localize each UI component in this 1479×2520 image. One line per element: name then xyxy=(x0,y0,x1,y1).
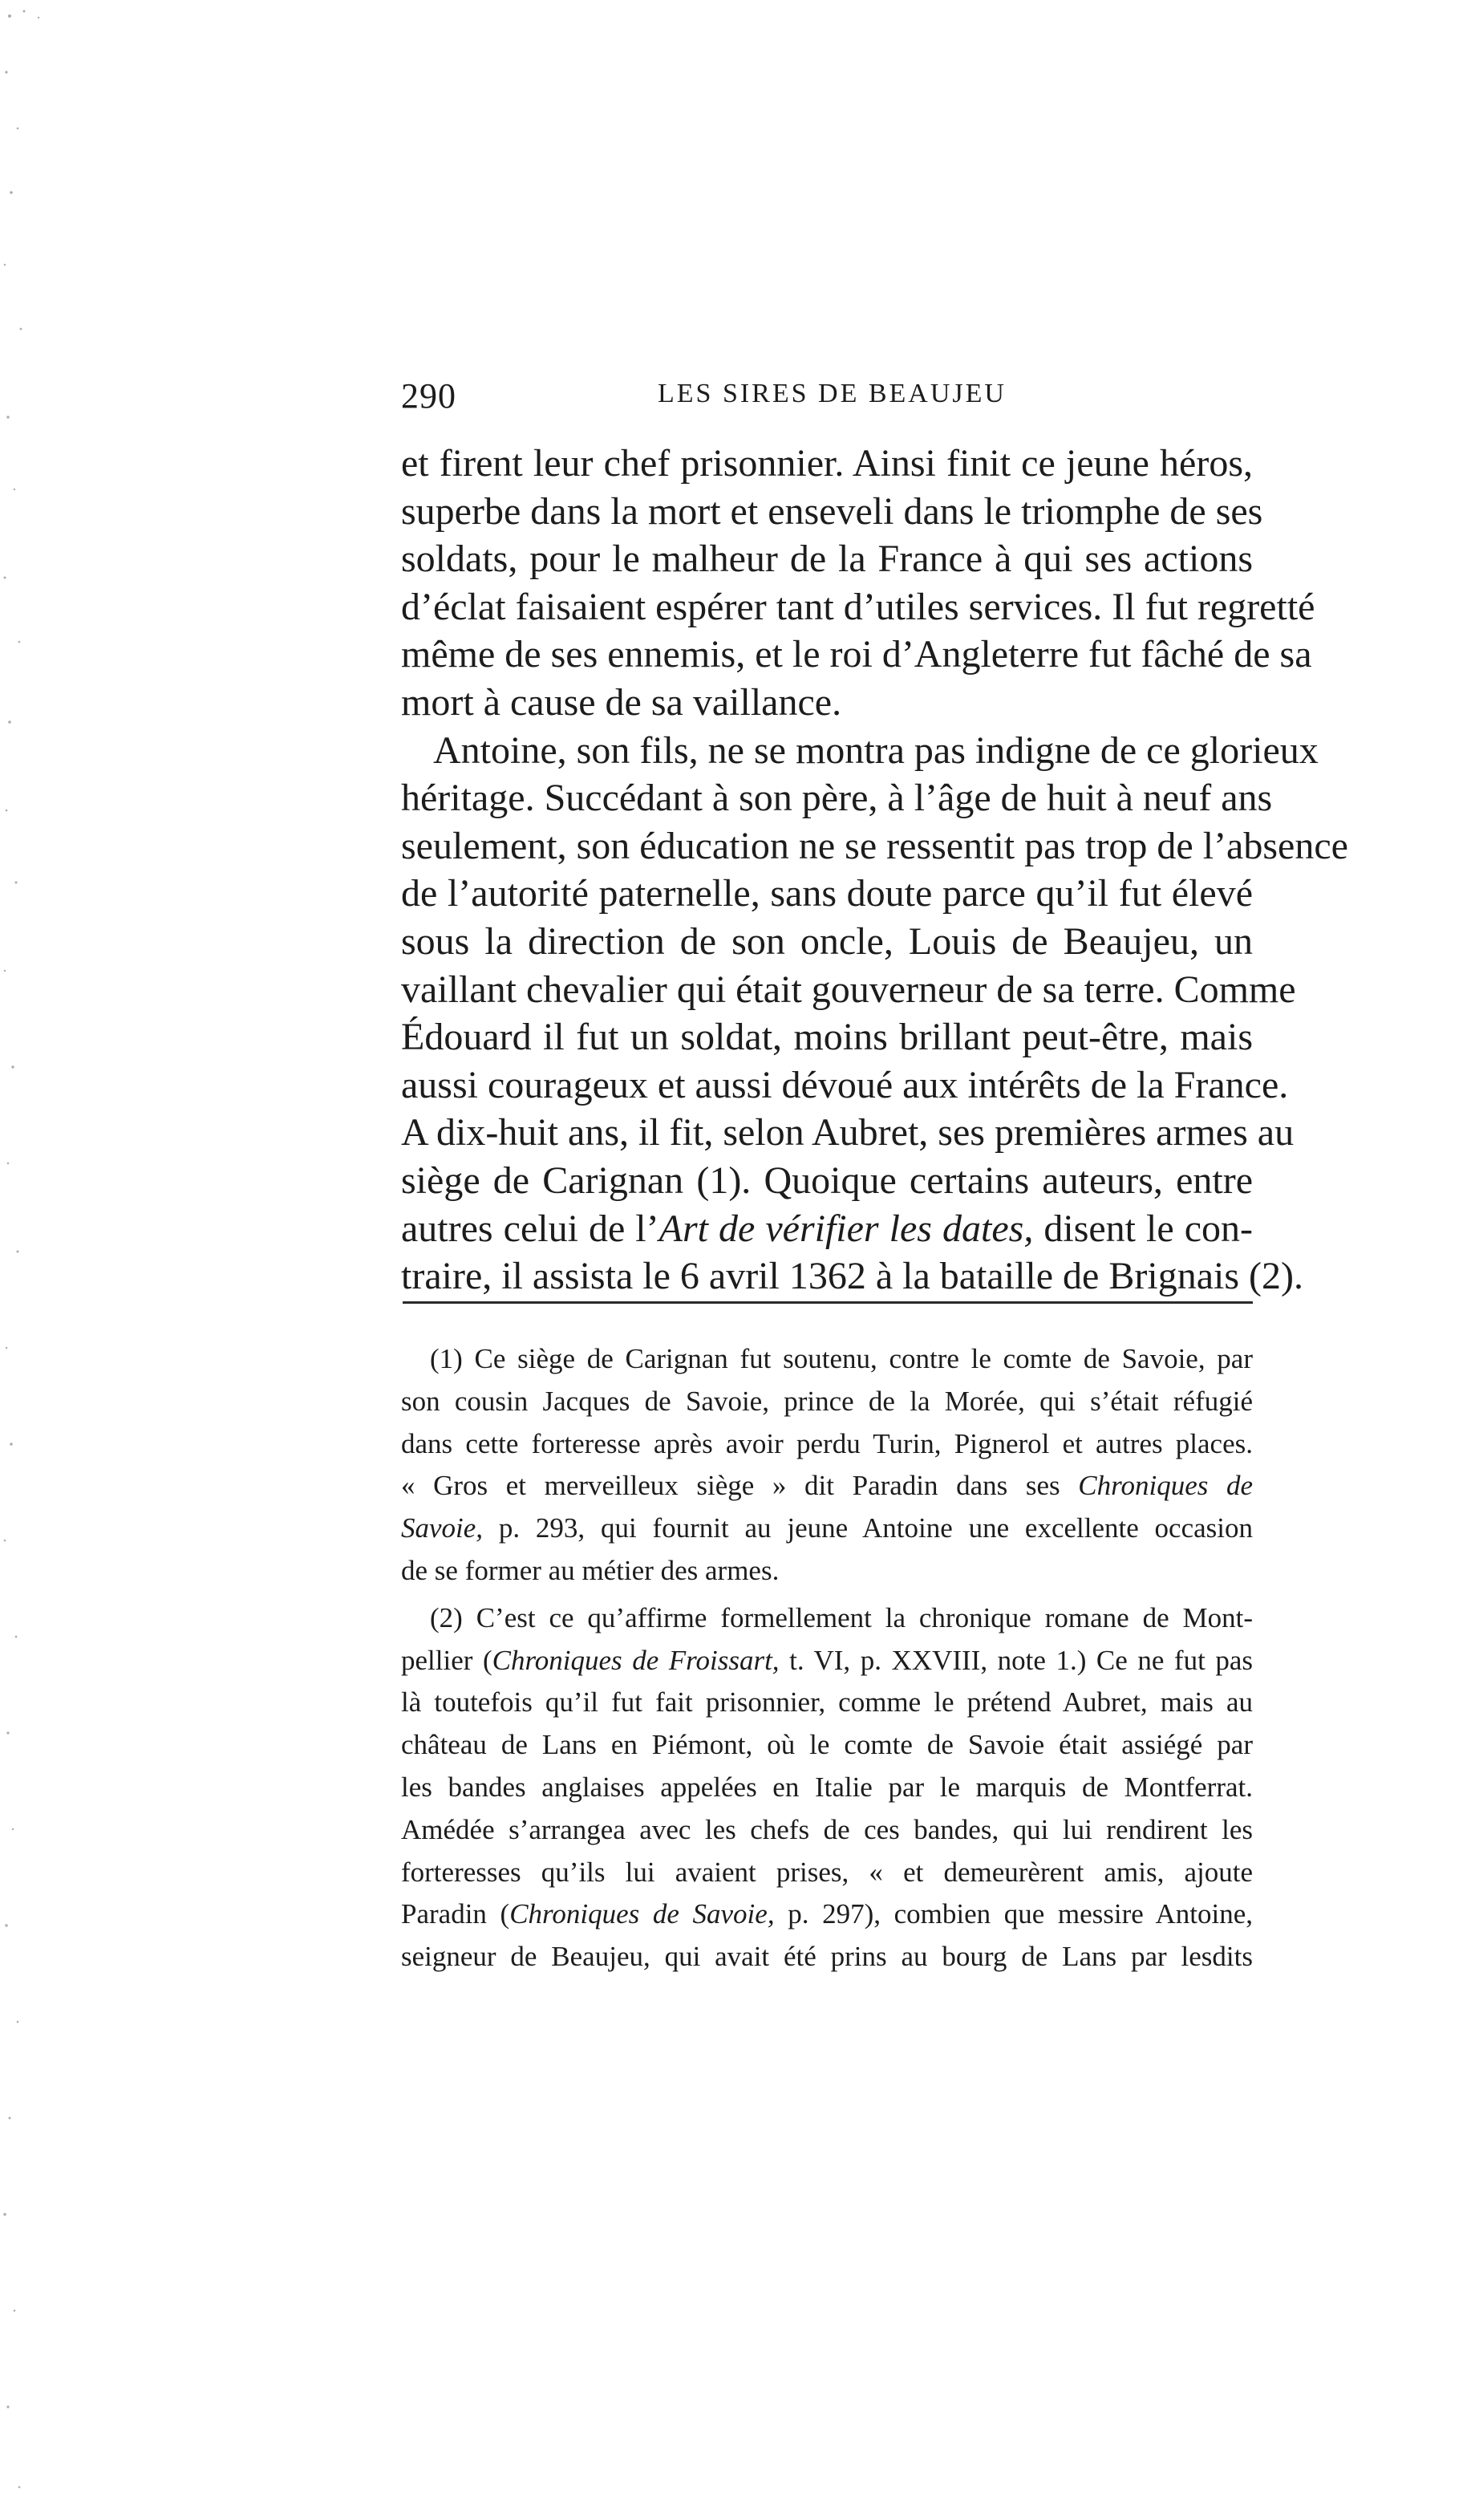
running-title: LES SIRES DE BEAUJEU xyxy=(658,379,1007,408)
text-fragment: p. 293, qui fournit au jeune Antoine une excellente occasion xyxy=(483,1512,1253,1544)
note-line: château de Lans en Piémont, où le comte de Savoie était assiégé par xyxy=(401,1729,1253,1761)
note-line: (1) Ce siège de Carignan fut soutenu, contre le comte de Savoie, par xyxy=(430,1343,1253,1374)
text-fragment: autres celui de l’ xyxy=(401,1207,659,1250)
text-fragment: « Gros et merveilleux siège » dit Paradin dans ses xyxy=(401,1470,1079,1502)
note-line xyxy=(401,1508,1253,1550)
text-line: sous la direction de son oncle, Louis de Beaujeu, un xyxy=(401,919,1253,963)
text-line xyxy=(401,1205,1253,1253)
text-fragment: disent le con- xyxy=(1033,1207,1254,1250)
text-line: et firent leur chef prisonnier. Ainsi finit ce jeune héros, xyxy=(401,442,1253,485)
note-line xyxy=(401,1465,1253,1508)
note-line: Amédée s’arrangea avec les chefs de ces bandes, qui lui rendirent les xyxy=(401,1813,1253,1845)
note-line: seigneur de Beaujeu, qui avait été prins au bourg de Lans par lesdits xyxy=(401,1941,1253,1973)
text-line: A dix-huit ans, il fit, selon Aubret, ses premières armes au xyxy=(401,1111,1295,1154)
text-line: traire, il assista le 6 avril 1362 à la bataille de Brignais (2). xyxy=(401,1255,1303,1298)
text-line: même de ses ennemis, et le roi d’Angleterre fut fâché de sa xyxy=(401,633,1312,676)
text-line: superbe dans la mort et enseveli dans le triomphe de ses xyxy=(401,489,1263,533)
text-line: mort à cause de sa vaillance. xyxy=(401,680,842,724)
text-fragment: Paradin ( xyxy=(401,1898,510,1930)
scan-margin-speckle xyxy=(0,0,72,2520)
italic-title: Savoie, xyxy=(401,1512,484,1544)
text-fragment: pellier ( xyxy=(401,1644,492,1676)
text-line: Édouard il fut un soldat, moins brillant peut-être, mais xyxy=(401,1016,1253,1059)
note-line: de se former au métier des armes. xyxy=(401,1554,780,1586)
main-text xyxy=(401,440,1348,1301)
text-line: d’éclat faisaient espérer tant d’utiles services. Il fut regretté xyxy=(401,585,1315,628)
text-line: Antoine, son fils, ne se montra pas indigne de ce glorieux xyxy=(433,728,1319,772)
text-line: de l’autorité paternelle, sans doute parce qu’il fut élevé xyxy=(401,872,1253,915)
text-line: seulement, son éducation ne se ressentit pas trop de l’absence xyxy=(401,824,1348,867)
footnotes xyxy=(401,1338,1253,1978)
note-line: là toutefois qu’il fut fait prisonnier, comme le prétend Aubret, mais au xyxy=(401,1686,1253,1719)
note-line: dans cette forteresse après avoir perdu Turin, Pignerol et autres places. xyxy=(401,1427,1253,1459)
text-line: vaillant chevalier qui était gouverneur de sa terre. Comme xyxy=(401,968,1296,1011)
italic-title: Chroniques de Savoie, xyxy=(509,1898,775,1930)
running-head xyxy=(401,375,1264,424)
text-line: aussi courageux et aussi dévoué aux intérêts de la France. xyxy=(401,1063,1289,1106)
footnote-2 xyxy=(401,1597,1253,1978)
note-line: son cousin Jacques de Savoie, prince de la Morée, qui s’était réfugié xyxy=(401,1385,1253,1417)
note-line: (2) C’est ce qu’affirme formellement la chronique romane de Mont- xyxy=(430,1601,1253,1633)
text-line: héritage. Succédant à son père, à l’âge de huit à neuf ans xyxy=(401,777,1273,820)
italic-title: Chroniques de xyxy=(1078,1470,1253,1502)
note-line xyxy=(401,1640,1253,1682)
note-line: les bandes anglaises appelées en Italie par le marquis de Montferrat. xyxy=(401,1771,1253,1803)
text-fragment: p. 297), combien que messire Antoine, xyxy=(774,1898,1254,1930)
note-line: forteresses qu’ils lui avaient prises, « et demeurèrent amis, ajoute xyxy=(401,1856,1253,1888)
italic-title: Art de vérifier les dates, xyxy=(658,1207,1034,1250)
footnote-1 xyxy=(401,1338,1253,1593)
text-line: soldats, pour le malheur de la France à qui ses actions xyxy=(401,538,1253,581)
italic-title: Chroniques de Froissart, xyxy=(492,1644,780,1676)
text-fragment: t. VI, p. XXVIII, note 1.) Ce ne fut pas xyxy=(779,1644,1253,1676)
note-line xyxy=(401,1893,1253,1936)
text-line: siège de Carignan (1). Quoique certains auteurs, entre xyxy=(401,1159,1253,1202)
page-number: 290 xyxy=(401,376,456,416)
footnote-rule xyxy=(403,1301,1253,1304)
